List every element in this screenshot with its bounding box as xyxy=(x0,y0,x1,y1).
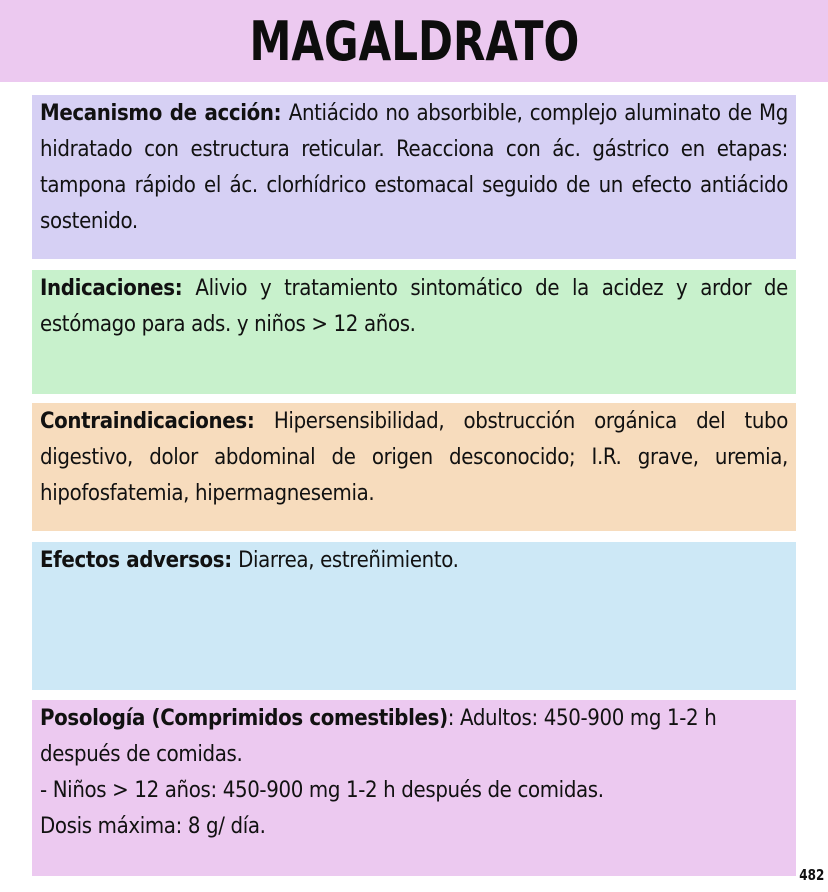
posologia-text: : Adultos: 450-900 mg 1-2 h después de comidas. xyxy=(40,706,717,767)
section-indicaciones xyxy=(32,270,796,394)
title-bar xyxy=(0,0,828,82)
efectos-text: Diarrea, estreñimiento. xyxy=(238,548,459,573)
section-contraindicaciones xyxy=(32,403,796,531)
mecanismo-text: Antiácido no absorbible, complejo aluminato de Mg hidratado con estructura reticular. Reacciona con ác. gástrico en etapas: tampona rápido el ác. clorhídrico estomacal seguido de un efecto antiácido sostenido. xyxy=(40,101,788,234)
page-number: 482 xyxy=(798,866,824,884)
section-posologia xyxy=(32,700,796,876)
posologia-line-1 xyxy=(40,701,788,773)
section-efectos-adversos xyxy=(32,542,796,690)
efectos-label: Efectos adversos: xyxy=(40,548,232,573)
posologia-line-2: - Niños > 12 años: 450-900 mg 1-2 h después de comidas. xyxy=(40,778,604,803)
mecanismo-label: Mecanismo de acción: xyxy=(40,101,282,126)
posologia-line-3: Dosis máxima: 8 g/ día. xyxy=(40,814,266,839)
contraindicaciones-label: Contraindicaciones: xyxy=(40,409,255,434)
section-mecanismo xyxy=(32,95,796,259)
posologia-label: Posología (Comprimidos comestibles) xyxy=(40,706,448,731)
indicaciones-text: Alivio y tratamiento sintomático de la acidez y ardor de estómago para ads. y niños > 12 años. xyxy=(40,276,788,337)
indicaciones-label: Indicaciones: xyxy=(40,276,183,301)
contraindicaciones-text: Hipersensibilidad, obstrucción orgánica del tubo digestivo, dolor abdominal de origen desconocido; I.R. grave, uremia, hipofosfatemia, hipermagnesemia. xyxy=(40,409,788,506)
page-title: MAGALDRATO xyxy=(249,9,579,73)
